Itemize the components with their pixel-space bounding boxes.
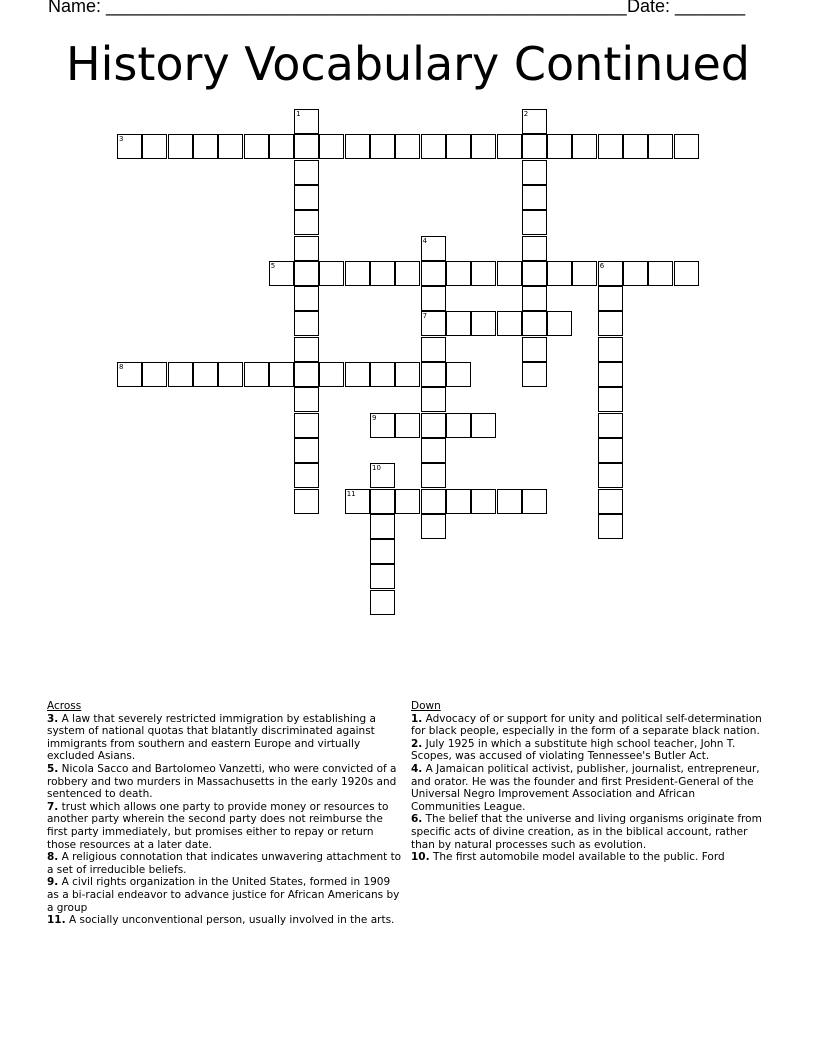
grid-cell[interactable] (522, 286, 547, 311)
grid-cell[interactable] (395, 362, 420, 387)
grid-cell[interactable] (522, 210, 547, 235)
clue-number: 3. (47, 712, 59, 725)
grid-cell[interactable] (522, 337, 547, 362)
grid-cell[interactable] (471, 489, 496, 514)
grid-cell[interactable] (269, 134, 294, 159)
grid-cell[interactable] (598, 362, 623, 387)
clue (47, 851, 403, 876)
clue (411, 738, 767, 763)
grid-cell[interactable] (446, 489, 471, 514)
grid-cell[interactable] (598, 387, 623, 412)
grid-cell[interactable] (294, 185, 319, 210)
grid-cell[interactable] (269, 261, 294, 286)
clue (411, 851, 767, 864)
grid-cell[interactable] (421, 387, 446, 412)
grid-cell[interactable] (446, 362, 471, 387)
name-field: Name: ____________________________________________________ (48, 0, 627, 16)
clue (411, 713, 767, 738)
grid-cell[interactable] (598, 413, 623, 438)
clue-number: 5. (47, 762, 59, 775)
clue-text: Advocacy of or support for unity and political self-determination for black people, especially in the form of a separate black nation. (411, 712, 762, 738)
grid-cell[interactable] (497, 134, 522, 159)
grid-cell[interactable] (572, 261, 597, 286)
grid-cell[interactable] (370, 539, 395, 564)
cell-number: 6 (599, 261, 605, 270)
grid-cell[interactable] (522, 236, 547, 261)
cell-number: 10 (372, 464, 381, 473)
date-field: Date: _______ (627, 0, 746, 16)
grid-cell[interactable] (193, 134, 218, 159)
grid-cell[interactable] (648, 261, 673, 286)
grid-cell[interactable] (547, 311, 572, 336)
clue-text: The belief that the universe and living organisms originate from specific acts of divine creation, as in the biblical account, rather than by natural processes such as evolution. (411, 813, 762, 851)
grid-cell[interactable] (294, 387, 319, 412)
grid-cell[interactable] (117, 134, 142, 159)
grid-cell[interactable] (421, 362, 446, 387)
clue (47, 914, 403, 927)
grid-cell[interactable] (319, 134, 344, 159)
clue-number: 9. (47, 876, 59, 889)
grid-cell[interactable] (294, 438, 319, 463)
grid-cell[interactable] (244, 134, 269, 159)
grid-cell[interactable] (623, 134, 648, 159)
clue-text: Nicola Sacco and Bartolomeo Vanzetti, who were convicted of a robbery and two murders in Massachusetts in the early 1920s and sentenced to death. (47, 762, 397, 801)
grid-cell[interactable] (294, 413, 319, 438)
grid-cell[interactable] (294, 463, 319, 488)
grid-cell[interactable] (168, 362, 193, 387)
grid-cell[interactable] (522, 261, 547, 286)
grid-cell[interactable] (522, 311, 547, 336)
clue-number: 2. (411, 737, 423, 750)
grid-cell[interactable] (547, 134, 572, 159)
grid-cell[interactable] (294, 134, 319, 159)
grid-cell[interactable] (193, 362, 218, 387)
clue (47, 713, 403, 763)
grid-cell[interactable] (294, 489, 319, 514)
grid-cell[interactable] (117, 362, 142, 387)
grid-cell[interactable] (345, 134, 370, 159)
grid-cell[interactable] (244, 362, 269, 387)
cell-number: 7 (422, 312, 428, 321)
grid-cell[interactable] (142, 134, 167, 159)
clue (47, 763, 403, 801)
grid-cell[interactable] (572, 134, 597, 159)
grid-cell[interactable] (370, 564, 395, 589)
grid-cell[interactable] (598, 261, 623, 286)
grid-cell[interactable] (648, 134, 673, 159)
clue (47, 801, 403, 851)
grid-cell[interactable] (395, 489, 420, 514)
clue-text: A religious connotation that indicates unwavering attachment to a set of irreducible beliefs. (47, 851, 402, 876)
grid-cell[interactable] (345, 489, 370, 514)
clue-number: 1. (411, 712, 423, 725)
grid-cell[interactable] (269, 362, 294, 387)
grid-cell[interactable] (446, 261, 471, 286)
grid-cell[interactable] (345, 261, 370, 286)
grid-cell[interactable] (623, 261, 648, 286)
grid-cell[interactable] (421, 413, 446, 438)
grid-cell[interactable] (522, 362, 547, 387)
grid-cell[interactable] (674, 261, 699, 286)
grid-cell[interactable] (421, 489, 446, 514)
cell-number: 5 (270, 261, 276, 270)
clue-text: July 1925 in which a substitute high school teacher, John T. Scopes, was accused of violating Tennessee's Butler Act. (411, 737, 736, 763)
cell-number: 4 (422, 236, 428, 245)
grid-cell[interactable] (370, 261, 395, 286)
grid-cell[interactable] (522, 109, 547, 134)
grid-cell[interactable] (471, 261, 496, 286)
grid-cell[interactable] (471, 311, 496, 336)
grid-cell[interactable] (319, 362, 344, 387)
clue-number: 4. (411, 762, 423, 775)
grid-cell[interactable] (294, 362, 319, 387)
grid-cell[interactable] (294, 286, 319, 311)
grid-cell[interactable] (294, 160, 319, 185)
grid-cell[interactable] (294, 311, 319, 336)
grid-cell[interactable] (294, 261, 319, 286)
clue-text: trust which allows one party to provide money or resources to another party wherein the second party does not reimburse the first party immediately, but promises either to repay or return those resources at a later date. (47, 800, 389, 851)
grid-cell[interactable] (370, 362, 395, 387)
grid-cell[interactable] (370, 134, 395, 159)
clue-text: A law that severely restricted immigration by establishing a system of national quotas that blatantly discriminated against immigrants from southern and eastern Europe and virtually excluded Asians. (47, 712, 376, 763)
grid-cell[interactable] (421, 261, 446, 286)
grid-cell[interactable] (218, 362, 243, 387)
grid-cell[interactable] (446, 311, 471, 336)
grid-cell[interactable] (598, 514, 623, 539)
grid-cell[interactable] (370, 463, 395, 488)
grid-cell[interactable] (294, 109, 319, 134)
clue-text: A socially unconventional person, usually involved in the arts. (65, 914, 395, 927)
cell-number: 8 (119, 363, 124, 371)
grid-cell[interactable] (421, 286, 446, 311)
grid-cell[interactable] (294, 210, 319, 235)
grid-cell[interactable] (547, 261, 572, 286)
across-heading: Across (47, 700, 82, 712)
grid-cell[interactable] (446, 134, 471, 159)
grid-cell[interactable] (421, 311, 446, 336)
grid-cell[interactable] (522, 134, 547, 159)
clue-number: 8. (47, 851, 59, 864)
clue-text: The first automobile model available to the public. Ford (429, 851, 725, 864)
grid-cell[interactable] (598, 489, 623, 514)
grid-cell[interactable] (370, 590, 395, 615)
grid-cell[interactable] (421, 134, 446, 159)
grid-cell[interactable] (421, 337, 446, 362)
grid-cell[interactable] (446, 413, 471, 438)
grid-cell[interactable] (370, 413, 395, 438)
clue-number: 11. (47, 914, 66, 927)
clue (47, 876, 403, 914)
clue-text: A Jamaican political activist, publisher, journalist, entrepreneur, and orator. He was the founder and first President-General of the Universal Negro Improvement Association and African Communities League. (411, 762, 760, 813)
cell-number: 1 (296, 110, 301, 118)
grid-cell[interactable] (421, 236, 446, 261)
grid-cell[interactable] (421, 514, 446, 539)
grid-cell[interactable] (497, 489, 522, 514)
grid-cell[interactable] (395, 413, 420, 438)
grid-cell[interactable] (471, 413, 496, 438)
clue-text: A civil rights organization in the United States, formed in 1909 as a bi-racial endeavor to advance justice for African Americans by a group (47, 876, 400, 914)
grid-cell[interactable] (370, 489, 395, 514)
grid-cell[interactable] (421, 438, 446, 463)
cell-number: 9 (372, 413, 377, 422)
grid-cell[interactable] (497, 261, 522, 286)
grid-cell[interactable] (319, 261, 344, 286)
grid-cell[interactable] (294, 337, 319, 362)
grid-cell[interactable] (218, 134, 243, 159)
clue-number: 6. (411, 813, 423, 826)
grid-cell[interactable] (598, 463, 623, 488)
down-clues (411, 700, 767, 864)
grid-cell[interactable] (598, 286, 623, 311)
cell-number: 3 (119, 135, 124, 144)
grid-cell[interactable] (522, 185, 547, 210)
page-title: History Vocabulary Continued (66, 37, 750, 91)
grid-cell[interactable] (598, 134, 623, 159)
grid-cell[interactable] (395, 261, 420, 286)
cell-number: 2 (523, 110, 529, 118)
grid-cell[interactable] (421, 463, 446, 488)
clue (411, 813, 767, 851)
clue-number: 7. (47, 800, 59, 813)
across-clues (47, 700, 403, 927)
grid-cell[interactable] (294, 236, 319, 261)
grid-cell[interactable] (598, 337, 623, 362)
clue-number: 10. (411, 851, 430, 864)
grid-cell[interactable] (168, 134, 193, 159)
grid-cell[interactable] (142, 362, 167, 387)
grid-cell[interactable] (497, 311, 522, 336)
grid-cell[interactable] (598, 438, 623, 463)
grid-cell[interactable] (522, 160, 547, 185)
grid-cell[interactable] (395, 134, 420, 159)
grid-cell[interactable] (674, 134, 699, 159)
grid-cell[interactable] (370, 514, 395, 539)
clue (411, 763, 767, 813)
cell-number: 11 (346, 489, 356, 498)
grid-cell[interactable] (598, 311, 623, 336)
down-heading: Down (411, 700, 441, 712)
grid-cell[interactable] (471, 134, 496, 159)
grid-cell[interactable] (345, 362, 370, 387)
grid-cell[interactable] (522, 489, 547, 514)
